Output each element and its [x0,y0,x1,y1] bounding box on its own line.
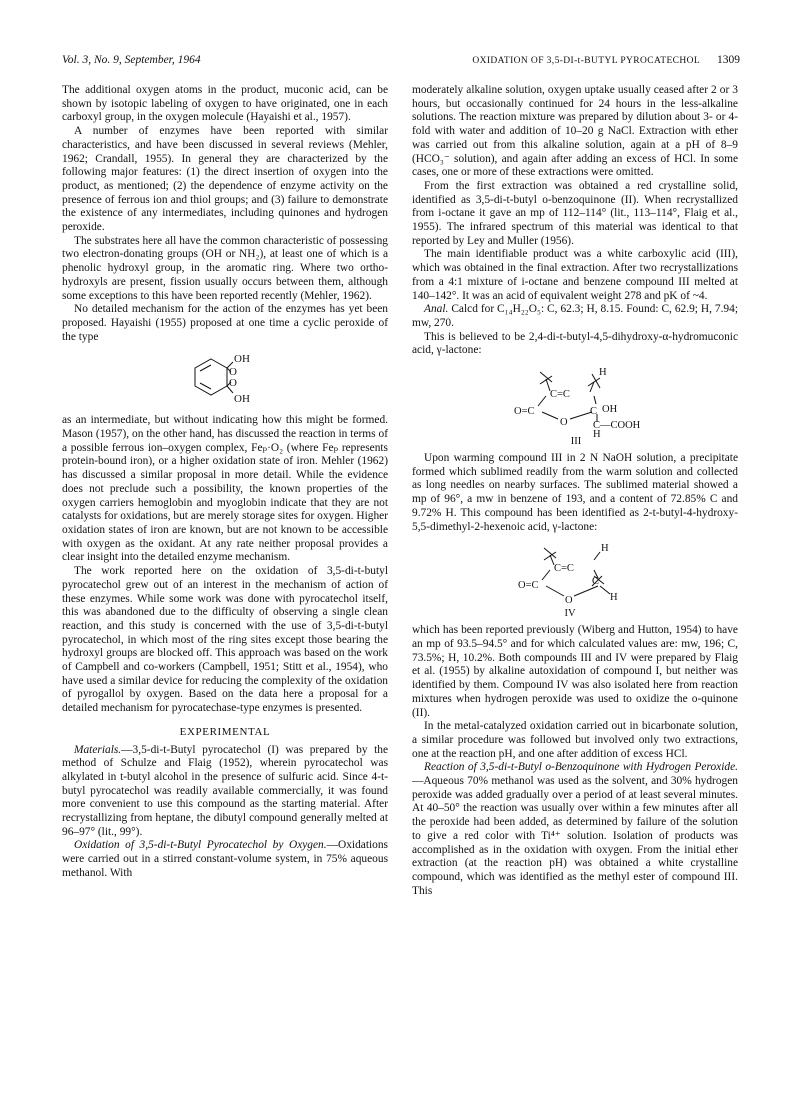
paragraph: In the metal-catalyzed oxidation carried out in bicarbonate solution, a similar procedure was followed but involved only two extractions, one at the reaction pH, and one after addition of excess HCl. [412,720,738,760]
paragraph: From the first extraction was obtained a red crystalline solid, identified as 3,5-di-t-butyl o-benzoquinone (II). When recrystallized from i-octane it gave an mp of 112–114° (lit., 113–114°, Flaig et al., 1955). The infrared spectrum of this material was identical to that reported by Ley and Muller (1956). [412,179,738,247]
right-column [412,84,738,898]
carbon-label: C [590,406,598,418]
journal-volume-info: Vol. 3, No. 9, September, 1964 [62,54,201,66]
paragraph: The additional oxygen atoms in the product, muconic acid, can be shown by isotopic labeling of oxygen to have originated, one in each carboxyl group, in the oxygen molecule (Hayaishi et al., 1957). [62,84,388,124]
h-label: H [610,592,618,604]
paragraph: which has been reported previously (Wiberg and Hutton, 1954) to have an mp of 93.5–94.5° and for which calculated values are: mw, 196; C, 73.5%; H, 10.2%. Both compounds III and IV were prepared by Flaig et al. (1955) by alkaline autoxidation of compound I, but neither was identified by them. Compound IV was also isolated here from reaction mixtures when hydrogen peroxide was used to oxidize the o-quinone (II). [412,624,738,719]
running-header [62,54,740,70]
section-heading: EXPERIMENTAL [179,725,271,738]
carbon-label: C [592,576,600,588]
compound-iii-structure [480,364,670,446]
ring-oxygen-label: O [560,417,568,429]
running-title: OXIDATION OF 3,5-DI-t-BUTYL PYROCATECHOL [472,56,701,66]
paragraph: A number of enzymes have been reported with similar characteristics, and have been discussed in several reviews (Mehler, 1962; Crandall, 1955). In general they are characterized by the following major features: (1) the direct insertion of oxygen into the product, as mentioned; (2) the dependence of enzyme activity on the presence of ferrous ion and thiol groups; and (3) failure to demonstrate the existence of any intermediates, including quinones and hydrogen peroxide. [62,125,388,234]
paragraph-body: —Oxidations were carried out in a stirred constant-volume system, in 75% aqueous methanol. With [62,839,388,879]
paragraph [412,303,738,330]
header-right [472,54,740,66]
paragraph: This is believed to be 2,4-di-t-butyl-4,5-dihydroxy-α-hydromuconic acid, γ-lactone: [412,330,738,357]
paragraph-body: Calcd for C₁₄H₂₂O₅: C, 62.3; H, 8.15. Found: C, 62.9; H, 7.94; mw, 270. [412,303,738,329]
left-column [62,84,388,881]
paragraph-body: —3,5-di-t-Butyl pyrocatechol (I) was prepared by the method of Schulze and Flaig (1952), wherein pyrocatechol was alkylated in t-butyl alcohol in the presence of sulfuric acid. Since 4-t-butyl pyrocatechol was readily available commercially, it was found more convenient to use this compound as the starting material. After recrystallizing from heptane, the dibutyl compound generally melted at 96–97° (lit., 99°). [62,743,388,838]
ring-oxygen-label: O [565,595,573,607]
paragraph: The main identifiable product was a white carboxylic acid (III), which was obtained in the final extraction. After two recrystallizations from a 4:1 mixture of i-octane and benzene compound III melted at 140–142°. It was an acid of equivalent weight 278 and pK of ~4. [412,248,738,302]
run-in-heading: Anal. [424,303,449,316]
oh-top-label: OH [234,353,250,366]
oh-bottom-label: OH [234,393,250,406]
h-label: H [593,429,601,441]
carbonyl-label: O=C [514,406,535,418]
compound-iv-structure [480,540,670,618]
oxygen-label: O [229,366,237,379]
paragraph: moderately alkaline solution, oxygen uptake usually ceased after 2 or 3 hours, but occasionally continued for 24 hours in the less-alkaline solutions. The reaction mixture was prepared by dilution about 3- or 4-fold with water and addition of 10–20 g NaCl. Extraction with ether was carried out from this alkaline solution, again at a pH of 8–9 (HCO₃⁻ solution), and again after adding an excess of HCl. In some cases, one or more of these extractions were omitted. [412,84,738,179]
oxygen-label: O [229,377,237,390]
compound-label: III [570,436,582,447]
paragraph: The work reported here on the oxidation of 3,5-di-t-butyl pyrocatechol grew out of an interest in the mechanism of action of these enzymes. While some work was done with pyrocatechol itself, this was abandoned due to the difficulty of observing a single clean reaction, and this study is concerned with the use of 3,5-di-t-butyl pyrocatechol, in which most of the ring sites except those bearing the hydroxyl groups are blocked off. This approach was based on the work of Campbell and co-workers (Campbell, 1951; Stitt et al., 1954), who have used a similar device for reducing the complexity of the oxidation of pyrogallol by oxygen. Based on the data here a proposal for a detailed mechanism for pyrocatechase-type enzymes is presented. [62,565,388,715]
paragraph: The substrates here all have the common characteristic of possessing two electron-donating groups (OH or NH₂), at least one of which is a phenolic hydroxyl group, in the aromatic ring. Where two ortho-hydroxyls are present, fission usually occurs between them, although some exceptions to this have been reported recently (Mehler, 1962). [62,234,388,302]
h-label: H [601,543,609,555]
cooh-group-label: C—COOH [593,420,641,432]
page-number: 1309 [717,54,740,66]
paragraph [62,839,388,880]
paragraph: No detailed mechanism for the action of the enzymes has yet been proposed. Hayaishi (1955) proposed at one time a cyclic peroxide of the type [62,303,388,343]
run-in-heading: Materials. [74,743,122,756]
oh-label: OH [602,404,618,416]
paragraph-body: —Aqueous 70% methanol was used as the solvent, and 30% hydrogen peroxide was added gradually over a period of at least several minutes. At 40–50° the reaction was usually over within a few minutes after all the peroxide had been added, as determined by failure of the solution to give a red color with Ti⁴⁺ solution. Isolation of products was accomplished as in the oxidation with oxygen. From the initial ether extraction (at the reaction pH) was obtained a white crystalline compound, which was identified as the methyl ester of compound III. This [412,775,738,897]
compound-label: IV [564,608,576,619]
cyclic-peroxide-structure [165,350,285,408]
c-double-bond-label: C=C [550,389,570,401]
run-in-heading: Reaction of 3,5-di-t-Butyl o-Benzoquinone with Hydrogen Peroxide. [424,761,738,774]
paragraph [62,744,388,840]
paragraph: as an intermediate, but without indicating how this might be formed. Mason (1957), on the other hand, has discussed the reaction in terms of a possible ferrous ion–oxygen complex, Feₚ·O₂ (where Feₚ represents protein-bound iron), or a higher oxidation state of iron. Mehler (1962) has discussed a similar proposal in more detail. While the evidence does not preclude such a possibility, the known properties of the oxygen carriers hemoglobin and myoglobin indicate that they are not catalysts for oxidations, but are merely storage sites for oxygen. Higher oxidation states of iron are known, but are not known to be accessible with oxygen as the oxidant. At any rate neither proposal provides a clear insight into the detailed enzyme mechanism. [62,414,388,564]
carbonyl-label: O=C [518,580,539,592]
paragraph [412,761,738,898]
run-in-heading: Oxidation of 3,5-di-t-Butyl Pyrocatechol by Oxygen. [74,839,327,852]
paragraph: Upon warming compound III in 2 N NaOH solution, a precipitate formed which sublimed readily from the warm solution and collected as long needles on nearby surfaces. The sublimed material showed a mp of 96°, a mw in benzene of 193, and a content of 72.85% C and 9.72% H. This compound has been identified as 2-t-butyl-4-hydroxy-5,5-dimethyl-2-hexenoic acid, γ-lactone: [412,452,738,533]
c-double-bond-label: C=C [554,563,574,575]
h-label: H [599,367,607,379]
